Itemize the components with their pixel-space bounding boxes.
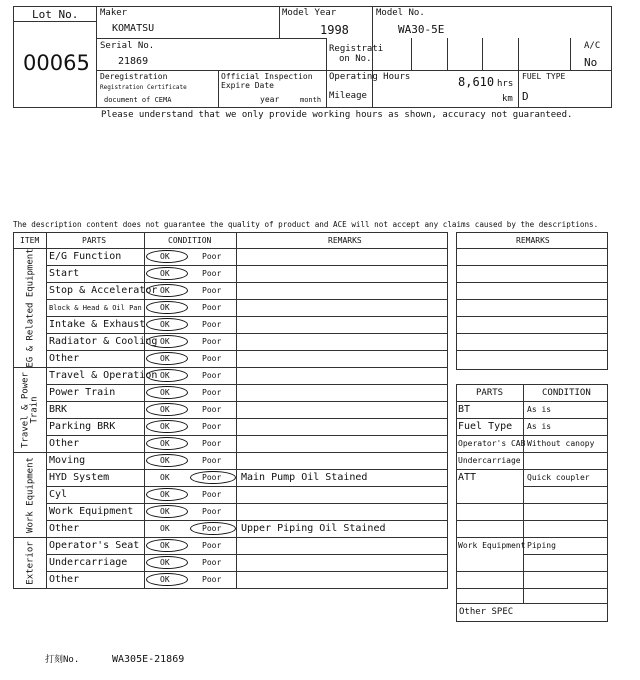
divider xyxy=(456,350,608,351)
divider xyxy=(456,571,608,572)
poor-label: Poor xyxy=(202,422,222,431)
part-label: Other xyxy=(49,438,80,449)
poor-label: Poor xyxy=(202,320,222,329)
parts-label: BT xyxy=(458,404,471,415)
divider xyxy=(456,435,608,436)
divider xyxy=(46,503,448,504)
ok-selected-ellipse xyxy=(146,352,188,365)
part-label: Start xyxy=(49,268,80,279)
poor-label: Poor xyxy=(202,439,222,448)
part-label: Stop & Accelerator xyxy=(49,285,158,296)
poor-selected-ellipse xyxy=(190,522,236,535)
ok-selected-ellipse xyxy=(146,267,188,280)
col-parts-header: PARTS xyxy=(82,236,107,245)
poor-label: Poor xyxy=(202,558,222,567)
divider xyxy=(456,588,608,589)
poor-label: Poor xyxy=(202,507,222,516)
poor-label: Poor xyxy=(202,371,222,380)
divider xyxy=(456,282,608,283)
document-of-cema-label: document of CEMA xyxy=(104,96,172,104)
poor-label: Poor xyxy=(202,490,222,499)
divider xyxy=(46,232,47,589)
divider xyxy=(13,21,97,22)
ac-label: A/C xyxy=(584,41,601,51)
part-label: Undercarriage xyxy=(49,557,128,568)
part-label: Other xyxy=(49,574,80,585)
ok-label: OK xyxy=(160,507,170,516)
divider xyxy=(13,367,448,368)
parts-label: Undercarriage xyxy=(458,456,521,465)
divider xyxy=(456,401,608,402)
col-item-header: ITEM xyxy=(20,236,40,245)
divider xyxy=(46,265,448,266)
part-label: Power Train xyxy=(49,387,116,398)
month-label: month xyxy=(300,96,322,104)
inspection-label-2: Expire Date xyxy=(221,81,274,90)
group-label xyxy=(18,247,42,368)
divider xyxy=(456,333,608,334)
part-label: Radiator & Cooling xyxy=(49,336,158,347)
divider xyxy=(523,486,608,487)
hours-disclaimer: Please understand that we only provide working hours as shown, accuracy not guaranteed. xyxy=(101,110,573,120)
ok-selected-ellipse xyxy=(146,301,188,314)
divider xyxy=(46,554,448,555)
registration-certificate-label: Registration Certificate xyxy=(100,84,187,91)
ok-label: OK xyxy=(160,405,170,414)
group-label-text: EG & Related Equipment xyxy=(24,247,35,368)
parts-label: Work Equipment xyxy=(458,541,526,550)
ok-selected-ellipse xyxy=(146,369,188,382)
other-spec-label: Other SPEC xyxy=(459,607,514,617)
ok-label: OK xyxy=(160,558,170,567)
registration-label-2: on No. xyxy=(339,54,372,64)
serial-no-value: 21869 xyxy=(118,56,149,67)
divider xyxy=(518,38,519,108)
condition-value: Quick coupler xyxy=(527,473,590,482)
part-label: Intake & Exhaust xyxy=(49,319,146,330)
poor-label: Poor xyxy=(202,286,222,295)
engraving-label: 打刻No. xyxy=(45,655,80,665)
poor-label: Poor xyxy=(202,473,222,482)
ok-label: OK xyxy=(160,371,170,380)
poor-label: Poor xyxy=(202,456,222,465)
divider xyxy=(46,469,448,470)
condition-value: As is xyxy=(527,422,552,431)
group-label xyxy=(18,455,42,534)
divider xyxy=(46,486,448,487)
lot-no-label: Lot No. xyxy=(32,8,79,21)
part-label: E/G Function xyxy=(49,251,122,262)
ok-selected-ellipse xyxy=(146,386,188,399)
inspection-label: Official Inspection xyxy=(221,72,313,81)
ok-label: OK xyxy=(160,575,170,584)
poor-label: Poor xyxy=(202,405,222,414)
right-remarks-header: REMARKS xyxy=(516,236,550,245)
divider xyxy=(279,6,280,39)
divider xyxy=(456,520,608,521)
lot-no-value: 00065 xyxy=(23,51,90,75)
condition-value: Without canopy xyxy=(527,439,595,448)
divider xyxy=(46,316,448,317)
divider xyxy=(96,70,612,71)
part-label: Block & Head & Oil Pan xyxy=(49,304,142,312)
divider xyxy=(570,38,571,71)
operating-hours-label: Operating Hours xyxy=(329,72,411,82)
poor-label: Poor xyxy=(202,575,222,584)
ok-selected-ellipse xyxy=(146,573,188,586)
ac-value: No xyxy=(584,56,598,69)
part-label: Parking BRK xyxy=(49,421,116,432)
maker-value: KOMATSU xyxy=(112,23,155,34)
group-label xyxy=(18,540,42,585)
part-label: HYD System xyxy=(49,472,110,483)
part-label: Other xyxy=(49,353,80,364)
ok-selected-ellipse xyxy=(146,488,188,501)
part-label: Moving xyxy=(49,455,86,466)
divider xyxy=(13,537,448,538)
poor-selected-ellipse xyxy=(190,471,236,484)
col-remarks-header: REMARKS xyxy=(328,236,362,245)
ok-label: OK xyxy=(160,422,170,431)
part-label: Work Equipment xyxy=(49,506,134,517)
divider xyxy=(456,418,608,419)
fuel-type-value: D xyxy=(522,90,529,103)
ok-label: OK xyxy=(160,303,170,312)
divider xyxy=(46,350,448,351)
divider xyxy=(46,384,448,385)
poor-label: Poor xyxy=(202,269,222,278)
condition-value: Piping xyxy=(527,541,556,550)
model-year-label: Model Year xyxy=(282,8,337,18)
group-label xyxy=(18,370,42,449)
divider xyxy=(326,38,327,108)
divider xyxy=(96,38,326,39)
ok-selected-ellipse xyxy=(146,403,188,416)
part-label: Travel & Operation xyxy=(49,370,158,381)
serial-no-label: Serial No. xyxy=(100,41,155,51)
part-label: Other xyxy=(49,523,80,534)
ok-selected-ellipse xyxy=(146,454,188,467)
group-label-text: Work Equipment xyxy=(24,456,35,533)
ok-label: OK xyxy=(160,286,170,295)
condition-header: CONDITION xyxy=(542,388,591,398)
ok-label: OK xyxy=(160,541,170,550)
engraving-value: WA305E-21869 xyxy=(112,654,185,665)
divider xyxy=(456,603,608,604)
ok-label: OK xyxy=(160,388,170,397)
ok-label: OK xyxy=(160,456,170,465)
divider xyxy=(46,401,448,402)
ok-label: OK xyxy=(160,252,170,261)
group-label-text: Exterior xyxy=(24,540,35,585)
divider xyxy=(456,316,608,317)
divider xyxy=(456,503,608,504)
divider xyxy=(411,38,412,71)
divider xyxy=(46,282,448,283)
ok-label: OK xyxy=(160,320,170,329)
poor-label: Poor xyxy=(202,354,222,363)
divider xyxy=(447,38,448,71)
divider xyxy=(372,6,373,108)
ok-selected-ellipse xyxy=(146,284,188,297)
divider xyxy=(456,537,608,538)
divider xyxy=(523,554,608,555)
ok-selected-ellipse xyxy=(146,437,188,450)
divider xyxy=(46,520,448,521)
mileage-label: Mileage xyxy=(329,91,367,101)
remark-text: Main Pump Oil Stained xyxy=(241,472,368,483)
year-label: year xyxy=(260,95,280,104)
registration-label: Registrati xyxy=(329,44,384,54)
poor-label: Poor xyxy=(202,541,222,550)
ok-selected-ellipse xyxy=(146,505,188,518)
part-label: Operator's Seat xyxy=(49,540,140,551)
part-label: BRK xyxy=(49,404,68,415)
divider xyxy=(456,248,608,249)
col-condition-header: CONDITION xyxy=(168,236,212,245)
divider xyxy=(218,70,219,108)
divider xyxy=(13,248,448,249)
divider xyxy=(46,333,448,334)
condition-value: As is xyxy=(527,405,552,414)
ok-label: OK xyxy=(160,490,170,499)
divider xyxy=(13,452,448,453)
divider xyxy=(456,265,608,266)
divider xyxy=(482,38,483,71)
ok-label: OK xyxy=(160,337,170,346)
ok-selected-ellipse xyxy=(146,335,188,348)
divider xyxy=(46,435,448,436)
ok-label: OK xyxy=(160,269,170,278)
parts-label: Operator's CAB xyxy=(458,439,526,448)
divider xyxy=(456,299,608,300)
ok-label: OK xyxy=(160,354,170,363)
ok-selected-ellipse xyxy=(146,318,188,331)
parts-label: ATT xyxy=(458,472,477,483)
group-label-text: Travel & Power xyxy=(20,371,30,448)
divider xyxy=(46,418,448,419)
description-disclaimer: The description content does not guarantee the quality of product and ACE will not accept any claims caused by the descriptions. xyxy=(13,220,599,229)
divider xyxy=(46,299,448,300)
km-unit: km xyxy=(502,94,513,104)
operating-hours-value: 8,610 xyxy=(458,75,495,89)
poor-label: Poor xyxy=(202,252,222,261)
ok-selected-ellipse xyxy=(146,250,188,263)
maker-label: Maker xyxy=(100,8,128,18)
divider xyxy=(46,571,448,572)
remark-text: Upper Piping Oil Stained xyxy=(241,523,386,534)
group-label-text: Train xyxy=(29,395,39,424)
ok-selected-ellipse xyxy=(146,420,188,433)
ok-label: OK xyxy=(160,473,170,482)
poor-label: Poor xyxy=(202,524,222,533)
model-year-value: 1998 xyxy=(320,23,349,37)
ok-selected-ellipse xyxy=(146,556,188,569)
part-label: Cyl xyxy=(49,489,68,500)
parts-header: PARTS xyxy=(476,388,504,398)
poor-label: Poor xyxy=(202,337,222,346)
divider xyxy=(456,452,608,453)
divider xyxy=(236,232,237,589)
poor-label: Poor xyxy=(202,388,222,397)
model-no-value: WA30-5E xyxy=(398,23,445,36)
ok-selected-ellipse xyxy=(146,539,188,552)
ok-label: OK xyxy=(160,439,170,448)
model-no-label: Model No. xyxy=(376,8,425,18)
ok-label: OK xyxy=(160,524,170,533)
fuel-type-label: FUEL TYPE xyxy=(522,72,566,81)
divider xyxy=(456,469,608,470)
parts-label: Fuel Type xyxy=(458,421,513,432)
deregistration-label: Deregistration xyxy=(100,72,168,81)
poor-label: Poor xyxy=(202,303,222,312)
hrs-unit: hrs xyxy=(497,79,514,89)
